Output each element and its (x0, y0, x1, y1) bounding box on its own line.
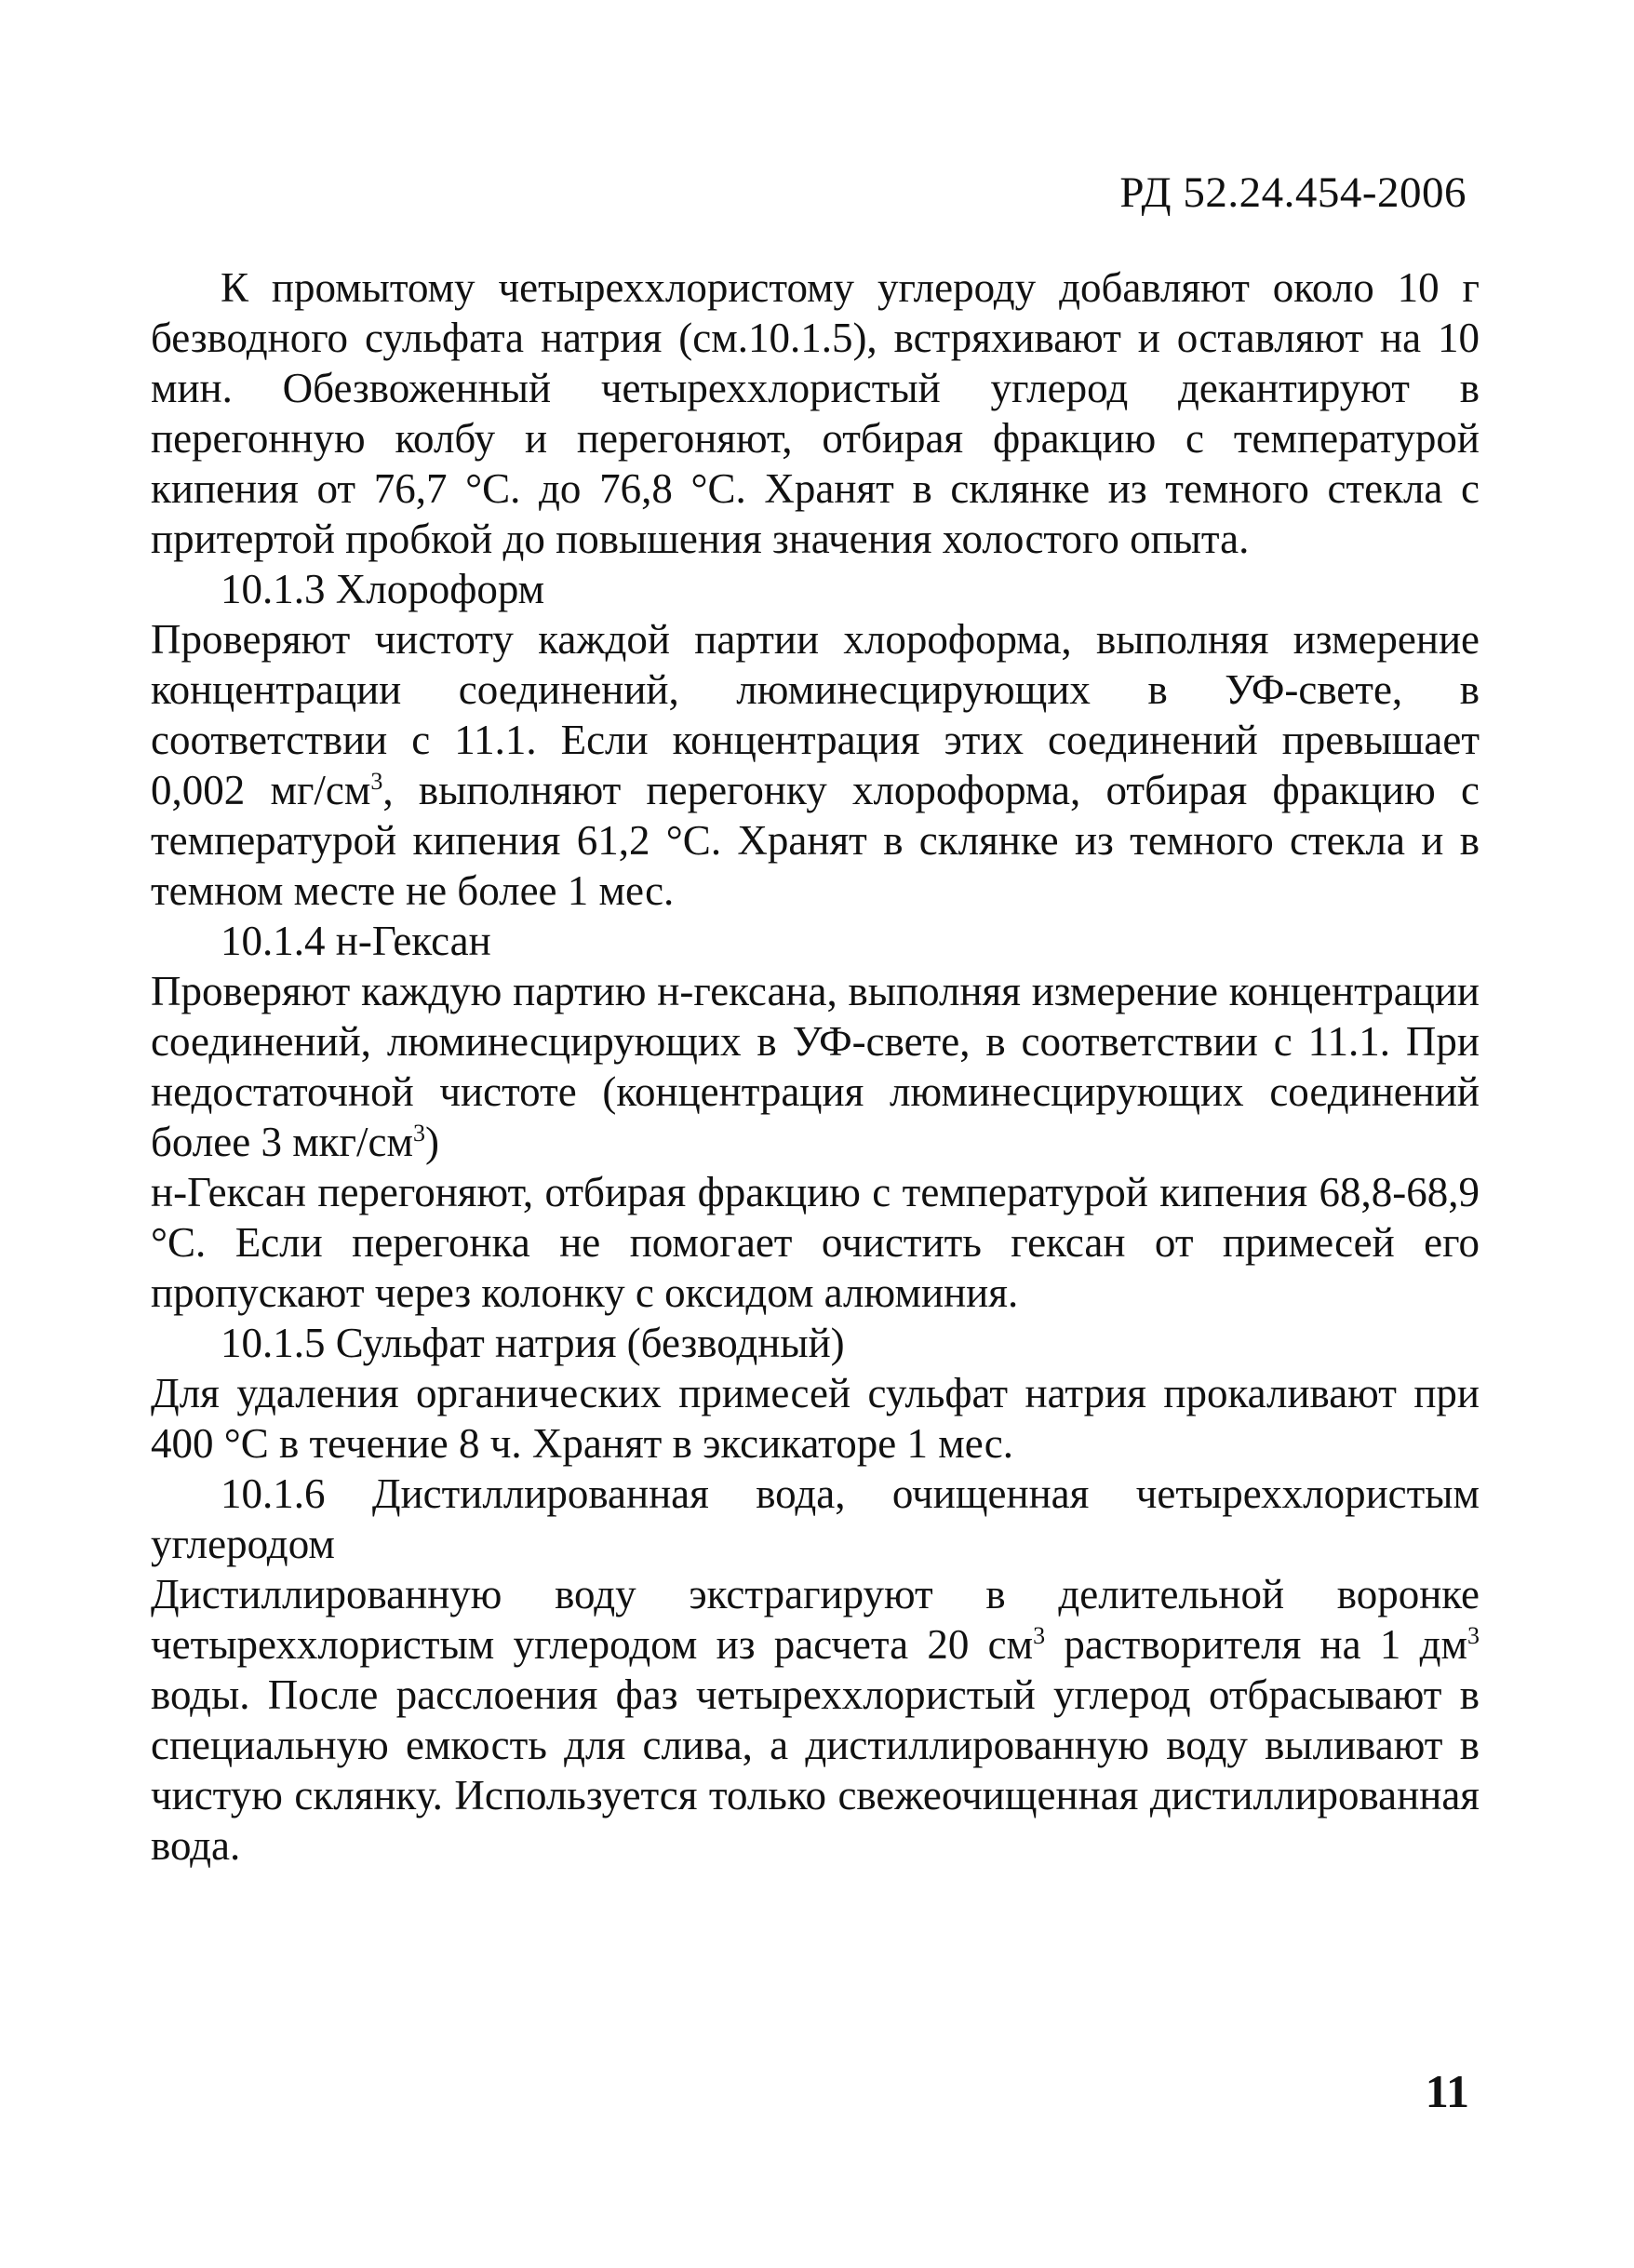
superscript-cube: 3 (370, 768, 383, 795)
hexane-text-1: Проверяют каждую партию н-гексана, выполняя измерение концентрации соединений, люминесцирующих в УФ-свете, в соответствии с 11.1. При недостаточной чистоте (концентрация люминесцирующих соединений более 3 мкг/см (151, 968, 1480, 1165)
water-text-1: Дистиллированную воду экстрагируют в делительной воронке четыреххлористым углеродом из расчета 20 см (151, 1571, 1480, 1668)
paragraph-distilled-water (151, 1569, 1480, 1871)
section-heading-10-1-3: 10.1.3 Хлороформ (221, 566, 545, 612)
water-text-3: воды. После расслоения фаз четыреххлористый углерод отбрасывают в специальную емкость для слива, а дистиллированную воду выливают в чистую склянку. Используется только свежеочищенная дистиллированная вода. (151, 1671, 1480, 1869)
page-number: 11 (1425, 2065, 1469, 2117)
section-heading-10-1-6: 10.1.6 Дистиллированная вода, очищенная четыреххлористым углеродом (151, 1470, 1480, 1567)
document-code-header: РД 52.24.454-2006 (1119, 168, 1467, 217)
section-heading-10-1-4: 10.1.4 н-Гексан (221, 918, 491, 964)
paragraph-carbon-tetrachloride-drying: К промытому четыреххлористому углероду добавляют около 10 г безводного сульфата натрия (см.10.1.5), встряхивают и оставляют на 10 мин. Обезвоженный четыреххлористый углерод декантируют в перегонную колбу и перегоняют, отбирая фракцию с температурой кипения от 76,7 °С. до 76,8 °С. Хранят в склянке из темного стекла с притертой пробкой до повышения значения холостого опыта. (151, 264, 1480, 562)
superscript-cube: 3 (1033, 1622, 1046, 1649)
paragraph-hexane-check (151, 966, 1480, 1167)
water-text-2: растворителя на 1 дм (1045, 1621, 1467, 1668)
hexane-text-2: ) (424, 1119, 439, 1165)
paragraph-sodium-sulfate: Для удаления органических примесей сульфат натрия прокаливают при 400 °С в течение 8 ч. Хранят в эксикаторе 1 мес. (151, 1370, 1480, 1467)
paragraph-chloroform (151, 614, 1480, 916)
superscript-cube: 3 (412, 1120, 425, 1147)
page-body (151, 262, 1480, 1871)
superscript-cube: 3 (1467, 1622, 1480, 1649)
chloroform-text-1: Проверяют чистоту каждой партии хлороформа, выполняя измерение концентрации соединений, люминесцирующих в УФ-свете, в соответствии с 11.1. Если концентрация этих соединений превышает 0,002 мг/см (151, 616, 1480, 813)
section-heading-10-1-5: 10.1.5 Сульфат натрия (безводный) (221, 1320, 845, 1366)
chloroform-text-2: , выполняют перегонку хлороформа, отбирая фракцию с температурой кипения 61,2 °С. Хранят в склянке из темного стекла и в темном месте не более 1 мес. (151, 767, 1480, 914)
paragraph-hexane-distillation: н-Гексан перегоняют, отбирая фракцию с температурой кипения 68,8-68,9 °С. Если перегонка не помогает очистить гексан от примесей его пропускают через колонку с оксидом алюминия. (151, 1169, 1480, 1316)
